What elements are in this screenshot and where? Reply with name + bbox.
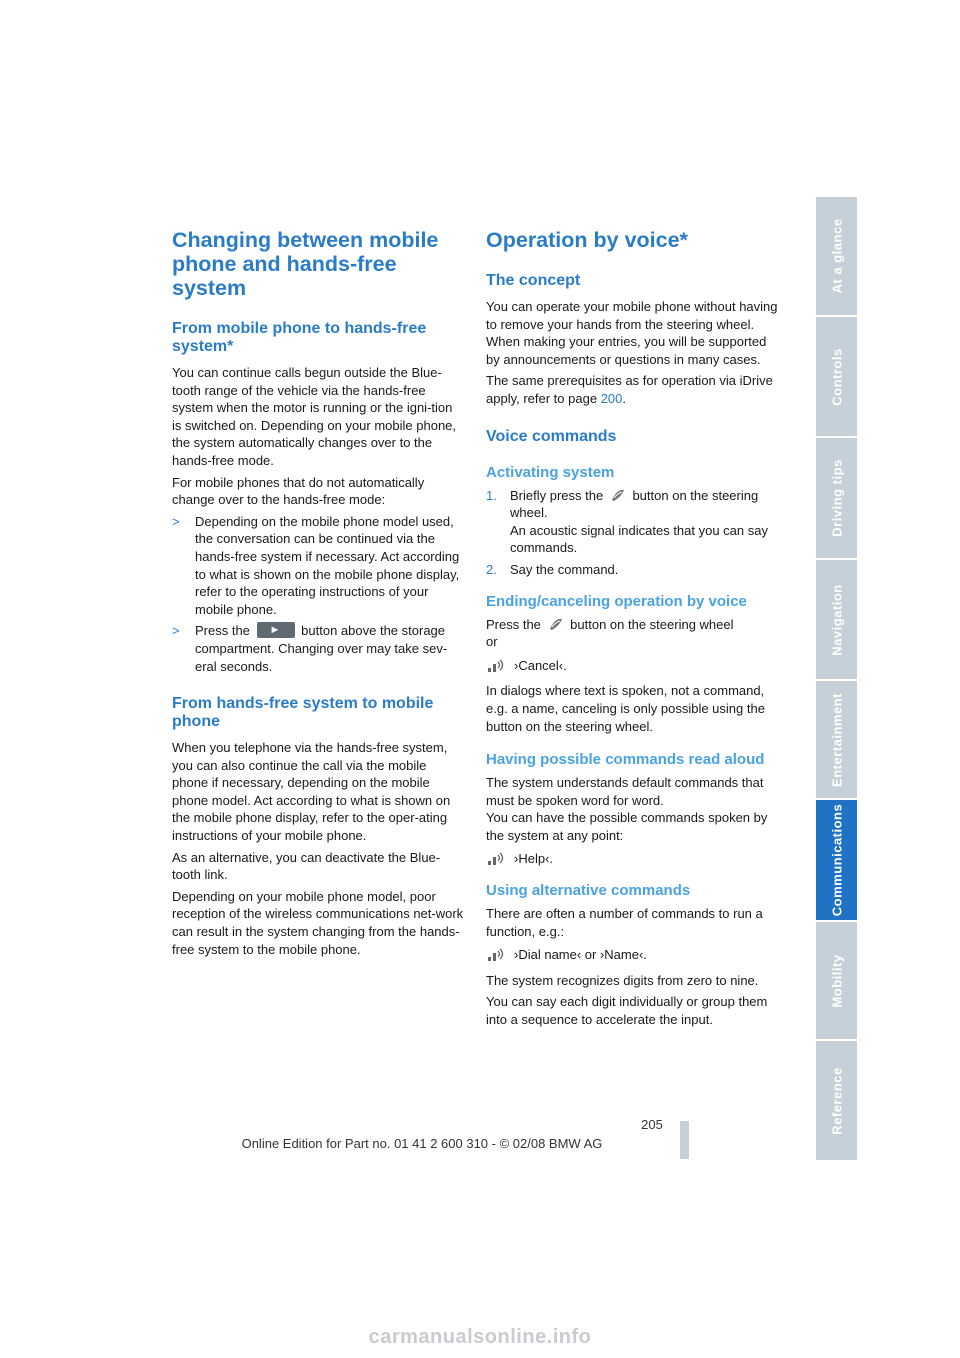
- subsection-title-concept: The concept: [486, 272, 581, 289]
- text: You can have the possible commands spoken by the system at any point:: [486, 810, 768, 843]
- numbered-step: [486, 561, 780, 579]
- bullet-text: Depending on the mobile phone model used, the conversation can be continued via the hands-free system if necessary. Act according to what is shown on the mobile phone display, refer to the operating instructions of your mobile phone.: [195, 513, 460, 617]
- heading-ending-canceling: Ending/canceling operation by voice: [486, 592, 747, 610]
- command-text: ›Help‹.: [514, 851, 554, 867]
- step-text-pre: Briefly press the: [510, 487, 604, 503]
- paragraph: Depending on your mobile phone model, poor reception of the wireless communications net-work can result in the system changing from the hands-free system to the mobile phone.: [172, 888, 464, 957]
- tab-navigation[interactable]: Navigation: [816, 560, 857, 679]
- paragraph: [486, 616, 780, 651]
- step-text-post: button on the steering wheel.: [510, 487, 759, 521]
- left-column: [172, 228, 464, 962]
- tab-controls[interactable]: Controls: [816, 317, 857, 436]
- paragraph: [486, 774, 780, 844]
- text: The system understands default commands that must be spoken word for word.: [486, 775, 764, 808]
- text: Press the: [486, 616, 541, 632]
- step-number: 2.: [486, 561, 497, 577]
- bullet-item: [172, 622, 464, 675]
- voice-command: [486, 850, 780, 868]
- bullet-marker: >: [172, 513, 180, 529]
- heading-alternative-commands: Using alternative commands: [486, 882, 691, 900]
- section-title-changing: Changing between mobile phone and hands-free system: [172, 228, 439, 300]
- speech-icon: [486, 947, 508, 963]
- bullet-item: [172, 513, 464, 619]
- right-column: [486, 228, 780, 1033]
- paragraph: [486, 372, 780, 407]
- footer-bar: [680, 1121, 689, 1159]
- step-text: Say the command.: [510, 561, 619, 577]
- subsection-title-handsfree-to-phone: From hands-free system to mobile phone: [172, 695, 434, 731]
- paragraph: You can operate your mobile phone without having to remove your hands from the steering wheel. When making your entries, you will be supported by announcements or questions in many cases.: [486, 299, 778, 367]
- voice-button-icon: [547, 616, 565, 632]
- text: The same prerequisites as for operation via iDrive apply, refer to page: [486, 373, 773, 406]
- voice-command: [486, 657, 780, 675]
- command-text: ›Dial name‹ or ›Name‹.: [514, 947, 647, 963]
- tab-mobility[interactable]: Mobility: [816, 922, 857, 1039]
- heading-read-aloud: Having possible commands read aloud: [486, 751, 765, 769]
- page-link[interactable]: 200: [600, 390, 623, 406]
- numbered-step: [486, 487, 780, 557]
- paragraph: The system recognizes digits from zero to nine.: [486, 972, 759, 988]
- paragraph: For mobile phones that do not automatically change over to the hands-free mode:: [172, 474, 425, 508]
- subsection-title-voice-commands: Voice commands: [486, 427, 617, 445]
- section-title-operation-by-voice: Operation by voice*: [486, 228, 688, 252]
- step-number: 1.: [486, 487, 497, 503]
- voice-command: [486, 946, 780, 964]
- text: or: [486, 634, 498, 650]
- voice-button-icon: [609, 487, 627, 503]
- tab-entertainment[interactable]: Entertainment: [816, 681, 857, 798]
- text: .: [622, 390, 627, 406]
- bullet-text-pre: Press the: [195, 623, 250, 639]
- phone-transfer-button-icon: ►: [257, 622, 295, 638]
- paragraph: You can continue calls begun outside the Blue-tooth range of the vehicle via the hands-free system when the motor is running or the igni-tion is switched on. Depending on your mobile phone, the system automatically changes over to the hands-free mode.: [172, 365, 457, 468]
- bullet-text-post: button above the storage compartment. Changing over may take sev-eral seconds.: [195, 623, 448, 674]
- tab-at-a-glance[interactable]: At a glance: [816, 197, 857, 315]
- tab-driving-tips[interactable]: Driving tips: [816, 438, 857, 558]
- text: button on the steering wheel: [570, 616, 734, 632]
- tab-communications[interactable]: Communications: [816, 800, 857, 920]
- tab-reference[interactable]: Reference: [816, 1041, 857, 1160]
- heading-activating-system: Activating system: [486, 463, 615, 481]
- paragraph: In dialogs where text is spoken, not a command, e.g. a name, canceling is only possible using the button on the steering wheel.: [486, 683, 765, 734]
- step-text-line2: An acoustic signal indicates that you can say commands.: [510, 522, 768, 556]
- watermark: carmanualsonline.info: [368, 1326, 592, 1348]
- chapter-tabs: [816, 197, 857, 1160]
- page-number: 205: [641, 1117, 663, 1132]
- subsection-title-phone-to-handsfree: From mobile phone to hands-free system*: [172, 320, 427, 355]
- speech-icon: [486, 658, 508, 674]
- paragraph: As an alternative, you can deactivate the Blue-tooth link.: [172, 849, 441, 883]
- bullet-marker: >: [172, 623, 180, 639]
- paragraph: When you telephone via the hands-free system, you can also continue the call via the mobile phone if necessary, depending on the mobile phone model. Act according to what is shown on the mobile phone display, refer to the oper-ating instructions of your mobile phone.: [172, 740, 451, 844]
- command-text: ›Cancel‹.: [514, 657, 567, 673]
- speech-icon: [486, 851, 508, 867]
- paragraph: There are often a number of commands to run a function, e.g.:: [486, 906, 763, 939]
- paragraph: You can say each digit individually or group them into a sequence to accelerate the input.: [486, 994, 768, 1028]
- footer-edition-text: Online Edition for Part no. 01 41 2 600 310 - © 02/08 BMW AG: [241, 1136, 603, 1151]
